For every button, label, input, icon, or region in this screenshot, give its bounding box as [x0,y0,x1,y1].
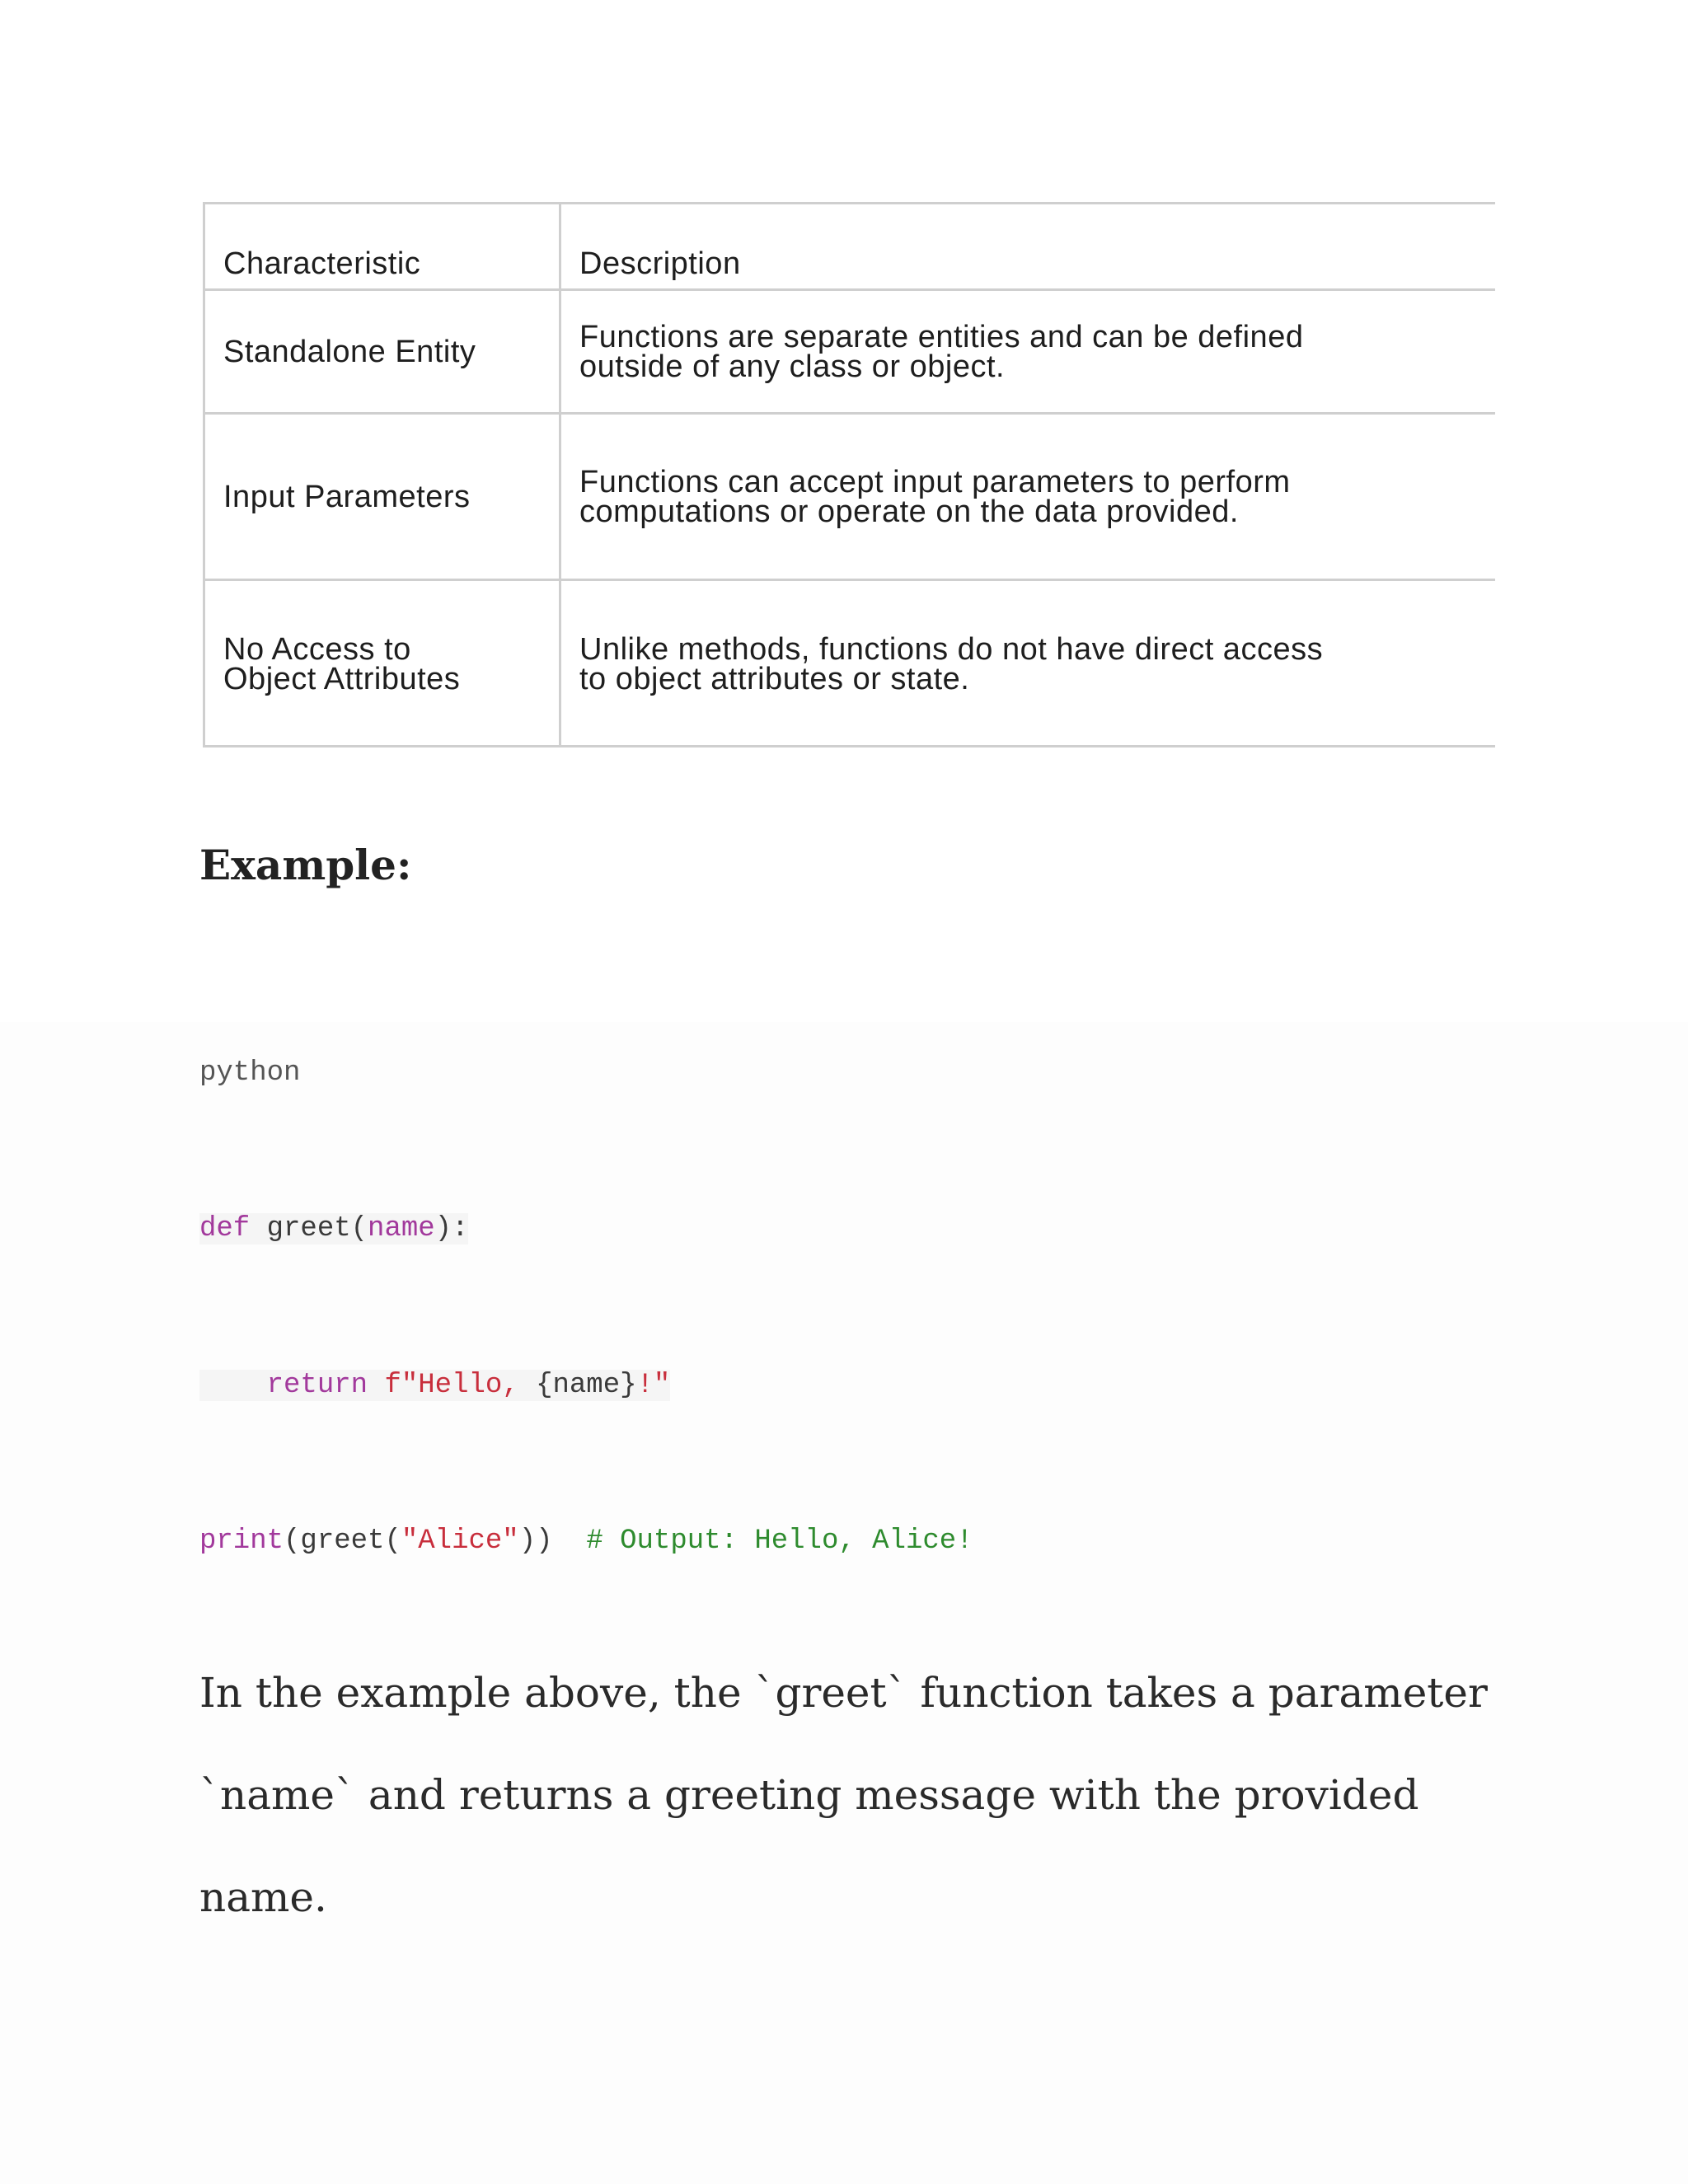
code-comment: # Output: Hello, Alice! [586,1526,973,1557]
code-call: (greet( [284,1526,401,1557]
table-header-description [561,204,1495,288]
table-row [205,581,1495,748]
table-cell-characteristic [205,415,561,579]
code-block [0,1022,1688,2184]
cell-text: Functions can accept input parameters to perform [579,464,1291,499]
cell-text: computations or operate on the data provided. [579,494,1239,529]
table-row [205,415,1495,581]
characteristics-table [203,202,1495,748]
code-string: f"Hello, [368,1370,537,1401]
cell-text: No Access to [223,632,411,667]
cell-text: to object attributes or state. [579,662,970,696]
code-keyword: def [199,1213,251,1244]
cell-text: Input Parameters [223,479,471,514]
code-punct: ): [434,1213,469,1244]
cell-text: Functions are separate entities and can be defined [579,319,1304,354]
header-characteristic-text: Characteristic [223,246,421,281]
cell-text: Unlike methods, functions do not have direct access [579,632,1324,667]
code-indent [199,1370,267,1401]
code-builtin: print [199,1526,284,1557]
code-string: !" [636,1370,671,1401]
code-keyword: return [266,1370,368,1401]
code-gap [553,1526,587,1557]
code-line-print [199,1526,973,1557]
code-line-return [199,1370,670,1401]
cell-text: Object Attributes [223,662,461,696]
table-cell-characteristic [205,581,561,748]
code-interpolation: {name} [536,1370,637,1401]
table-row [205,291,1495,415]
table-cell-description [561,581,1495,748]
cell-text: Standalone Entity [223,334,476,369]
code-param: name [368,1213,435,1244]
code-line-def [199,1213,468,1244]
code-string: "Alice" [401,1526,519,1557]
table-cell-description [561,291,1495,412]
explanation-paragraph: In the example above, the `greet` function takes a parameter `name` and returns a greeting message with the provided name. [199,1669,1488,1921]
code-function-name: greet( [250,1213,368,1244]
table-header-row [205,204,1495,291]
header-description-text: Description [579,246,741,281]
example-heading: Example: [199,841,412,889]
table-cell-characteristic [205,291,561,412]
table-cell-description [561,415,1495,579]
code-call-close: )) [518,1526,553,1557]
code-language-label: python [199,1057,301,1089]
cell-text: outside of any class or object. [579,349,1006,384]
table-header-characteristic [205,204,561,288]
